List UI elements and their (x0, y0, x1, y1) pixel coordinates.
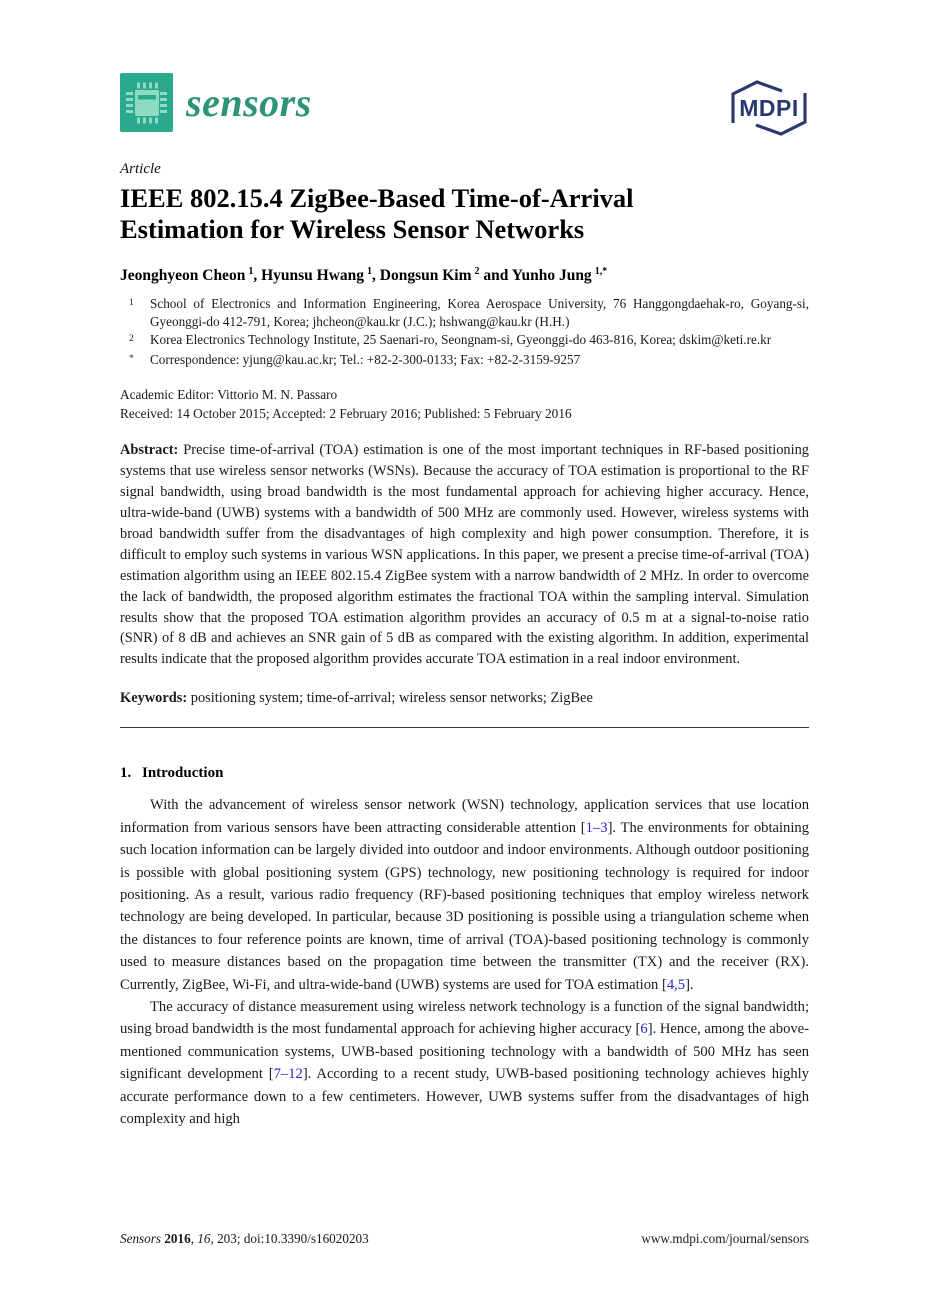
author-affiliation-sup: 2 (474, 266, 480, 277)
section-number: 1. (120, 765, 132, 782)
footer-citation: Sensors 2016, 16, 203; doi:10.3390/s16020203 (120, 1231, 369, 1246)
citation-link[interactable]: 1–3 (585, 819, 608, 836)
sensors-logo (120, 73, 312, 132)
affiliation-row (120, 331, 809, 351)
keywords-text: positioning system; time-of-arrival; wireless sensor networks; ZigBee (190, 690, 593, 707)
mdpi-logo (729, 79, 809, 137)
dates-line: Received: 14 October 2015; Accepted: 2 February 2016; Published: 5 February 2016 (120, 405, 572, 421)
abstract-label: Abstract: (120, 442, 179, 459)
author: Hyunsu Hwang $^1$, (261, 266, 380, 285)
author: Yunho Jung $^{1,*}$ (511, 266, 608, 285)
correspondence-text: Correspondence: yjung@kau.ac.kr; Tel.: +82-2-300-0133; Fax: +82-2-3159-9257 (150, 351, 581, 367)
editorial-block (120, 386, 809, 423)
keywords-label: Keywords: (120, 690, 188, 707)
abstract (120, 440, 809, 670)
affiliation-text: Korea Electronics Technology Institute, 25 Saenari-ro, Seongnam-si, Gyeonggi-do 463-816, Korea; dskim@keti.re.kr (150, 331, 772, 347)
sensors-chip-icon (120, 73, 173, 132)
author-affiliation-sup: 1 (248, 266, 254, 277)
academic-editor-line: Academic Editor: Vittorio M. N. Passaro (120, 387, 338, 403)
affiliation-marker: 1 (129, 298, 134, 309)
affiliation-marker: 2 (129, 333, 134, 344)
keywords (120, 690, 809, 707)
page-footer (120, 1231, 809, 1247)
affiliation-text: School of Electronics and Information Engineering, Korea Aerospace University, 76 Hanggongdaehak-ro, Goyang-si, Gyeonggi-do 412-791, Korea; jhcheon@kau.kr (J.C.); hshwang@kau.kr (H.H.) (150, 296, 809, 329)
author-affiliation-sup: 1 (367, 266, 373, 277)
citation-link[interactable]: 7–12 (273, 1066, 303, 1083)
mdpi-logo-text: MDPI (739, 95, 799, 121)
affiliation-row (120, 295, 809, 331)
author: Jeonghyeon Cheon $^1$, (120, 266, 262, 285)
intro-paragraph-2: The accuracy of distance measurement using wireless network technology is a function of the signal bandwidth; using broad bandwidth is the most fundamental approach for achieving higher accuracy [6]. Hence, among the above-mentioned communication systems, UWB-based positioning technology with a bandwidth of 500 MHz has seen significant development [7–12]. According to a recent study, UWB-based positioning technology achieves highly accurate performance down to a few centimeters. However, UWB systems suffer from the disadvantages of high complexity and high (120, 998, 809, 1127)
intro-paragraph-1: With the advancement of wireless sensor network (WSN) technology, application services that use location information from various sensors have been attracting considerable attention [1–3]. The environments for obtaining such location information can be largely divided into outdoor and indoor environments. Although outdoor positioning is possible with global positioning system (GPS) technology, new positioning technology is required for indoor positioning. As a result, various radio frequency (RF)-based positioning techniques that employ wireless network technology are being developed. In particular, because 3D positioning is possible using a triangulation scheme when the distances to four reference points are known, time of arrival (TOA)-based positioning technology is commonly used to measure distances based on the propagation time between the transmitter (TX) and the receiver (RX). Currently, ZigBee, Wi-Fi, and ultra-wide-band (UWB) systems are used for TOA estimation [4,5]. (120, 797, 810, 993)
authors-line (120, 266, 809, 285)
page-title (120, 183, 809, 245)
correspondence-marker: * (129, 353, 134, 364)
title-line-1: IEEE 802.15.4 ZigBee-Based Time-of-Arrival (120, 183, 634, 213)
section-heading-introduction (120, 765, 809, 782)
author-affiliation-sup: 1,* (594, 266, 608, 277)
correspondence-row (120, 351, 809, 371)
header (120, 73, 809, 137)
front-matter-divider (120, 727, 809, 728)
author: Dongsun Kim $^2$ and (379, 266, 512, 285)
affiliations-block (120, 295, 809, 371)
footer-journal-url[interactable]: www.mdpi.com/journal/sensors (641, 1231, 809, 1246)
citation-link[interactable]: 4,5 (666, 976, 686, 993)
journal-name: sensors (186, 80, 312, 125)
title-line-2: Estimation for Wireless Sensor Networks (120, 214, 585, 244)
page-content (120, 0, 809, 1130)
citation-link[interactable]: 6 (640, 1021, 648, 1038)
abstract-text: Precise time-of-arrival (TOA) estimation is one of the most important techniques in RF-based positioning systems that use wireless sensor networks (WSNs). Because the accuracy of TOA estimation is proportional to the RF signal bandwidth, using broad bandwidth is the most fundamental approach for achieving higher accuracy. Hence, ultra-wide-band (UWB) systems with a bandwidth of 500 MHz are commonly used. However, wireless systems with broad bandwidth suffer from the disadvantages of high complexity and high power consumption. Therefore, it is difficult to employ such systems in various WSN applications. In this paper, we present a precise time-of-arrival (TOA) estimation algorithm using an IEEE 802.15.4 ZigBee system with a narrow bandwidth of 2 MHz. In order to overcome the lack of bandwidth, the proposed algorithm estimates the fractional TOA within the sampling interval. Simulation results show that the proposed TOA estimation algorithm provides an accuracy of 0.5 m at a signal-to-noise ratio (SNR) of 8 dB and achieves an SNR gain of 5 dB as compared with the existing algorithm. In addition, experimental results indicate that the proposed algorithm provides accurate TOA estimation in a real indoor environment. (120, 442, 809, 668)
section-title: Introduction (142, 765, 224, 782)
article-type-label: Article (120, 161, 161, 177)
